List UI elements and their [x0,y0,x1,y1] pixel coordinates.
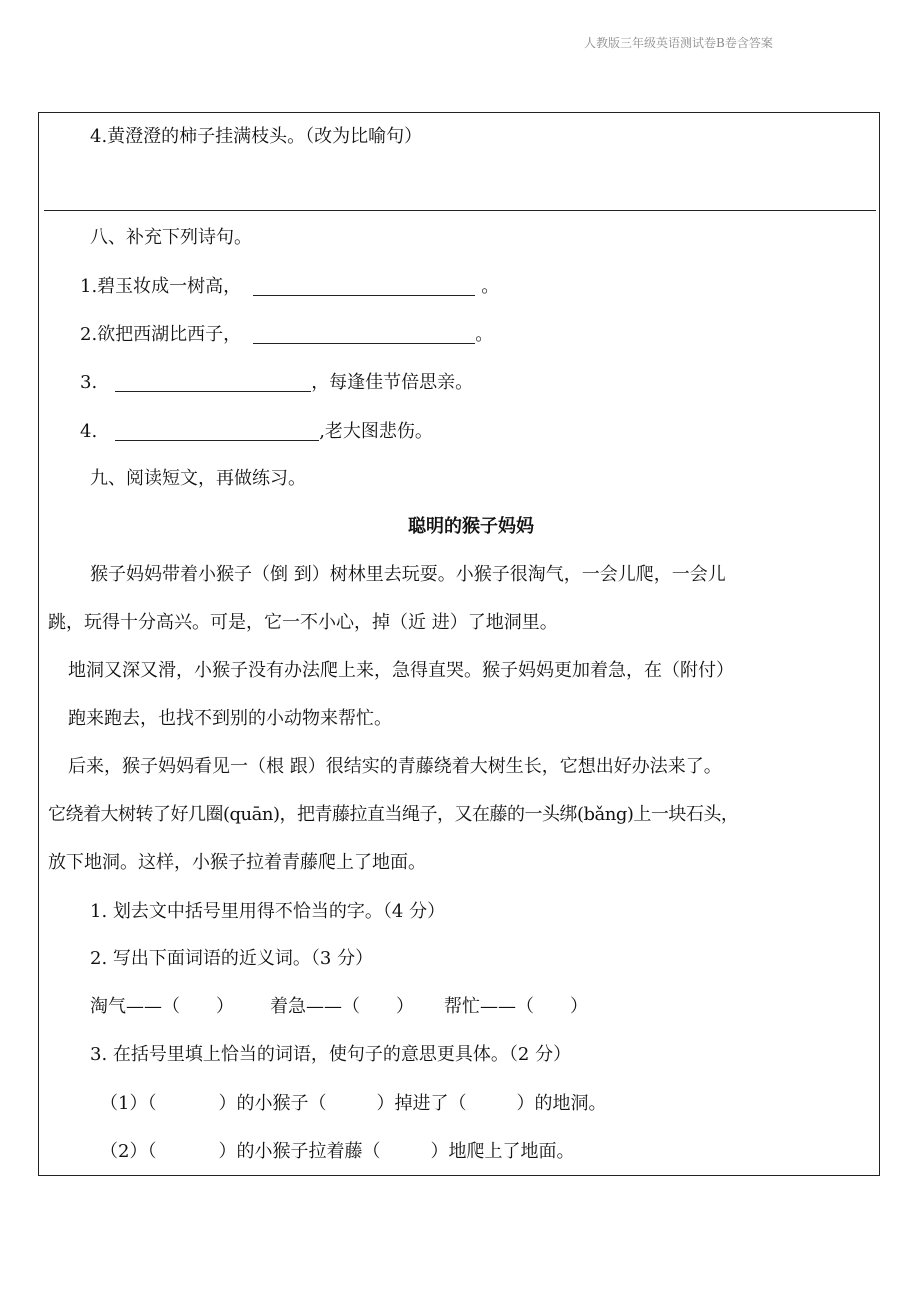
fill-1-part-b: ）的小猴子（ [218,1093,327,1114]
synonym-row [90,998,588,1016]
poem-item-4-text: 4. [80,421,98,442]
passage-line-1: 猴子妈妈带着小猴子（倒 到）树林里去玩耍。小猴子很淘气，一会儿爬，一会儿 [90,564,726,585]
section-8-heading: 八、补充下列诗句。 [90,227,252,248]
fill-line-2 [100,1143,574,1161]
poem-blank-4[interactable] [115,422,319,441]
poem-item-1 [80,277,499,296]
poem-item-2-end: 。 [475,324,494,345]
fill-1-part-a: （1）（ [100,1093,157,1114]
fill-1-part-d: ）的地洞。 [516,1093,607,1114]
poem-item-3-end: ，每逢佳节倍思亲。 [311,372,474,393]
poem-item-3 [80,373,473,392]
poem-item-2-text: 2.欲把西湖比西子， [80,324,242,345]
question-9-1: 1. 划去文中括号里用得不恰当的字。（4 分） [90,901,446,922]
poem-item-4-end: ,老大图悲伤。 [319,421,433,442]
synonym-1-close: ） [216,996,234,1017]
poem-blank-2[interactable] [253,325,475,344]
passage-line-4: 跑来跑去，也找不到别的小动物来帮忙。 [68,708,392,729]
answer-line-divider [44,210,876,211]
passage-line-3: 地洞又深又滑，小猴子没有办法爬上来，急得直哭。猴子妈妈更加着急，在（附付） [68,660,734,681]
fill-2-part-b: ）的小猴子拉着藤（ [218,1141,381,1162]
fill-1-part-c: ）掉进了（ [376,1093,467,1114]
passage-title: 聪明的猴子妈妈 [408,516,534,537]
poem-item-1-end: 。 [481,276,500,297]
synonym-3-label: 帮忙——（ [444,996,534,1017]
poem-item-1-text: 1.碧玉妆成一树高， [80,276,242,297]
fill-2-part-c: ）地爬上了地面。 [430,1141,575,1162]
poem-item-4 [80,422,433,441]
header-note: 人教版三年级英语测试卷B卷含答案 [584,36,773,50]
fill-line-1 [100,1095,606,1113]
synonym-1-label: 淘气——（ [90,996,180,1017]
synonym-2-label: 着急——（ [270,996,360,1017]
passage-line-6: 它绕着大树转了好几圈(quān)，把青藤拉直当绳子，又在藤的一头绑(bǎng)上一块石头， [48,804,739,825]
synonym-2-close: ） [396,996,414,1017]
passage-line-2: 跳，玩得十分高兴。可是，它一不小心，掉（近 进）了地洞里。 [48,612,558,633]
poem-item-3-text: 3. [80,372,98,393]
passage-line-7: 放下地洞。这样，小猴子拉着青藤爬上了地面。 [48,852,426,873]
fill-2-part-a: （2）（ [100,1141,157,1162]
poem-blank-3[interactable] [115,373,311,392]
question-4-rewrite: 4.黄澄澄的柿子挂满枝头。（改为比喻句） [90,126,423,147]
poem-blank-1[interactable] [253,277,475,296]
synonym-3-close: ） [570,996,588,1017]
passage-line-5: 后来，猴子妈妈看见一（根 跟）很结实的青藤绕着大树生长，它想出好办法来了。 [68,756,722,777]
question-9-2: 2. 写出下面词语的近义词。（3 分） [90,948,374,969]
section-9-heading: 九、阅读短文，再做练习。 [90,468,306,489]
poem-item-2 [80,325,493,344]
question-9-3: 3. 在括号里填上恰当的词语，使句子的意思更具体。（2 分） [90,1044,572,1065]
